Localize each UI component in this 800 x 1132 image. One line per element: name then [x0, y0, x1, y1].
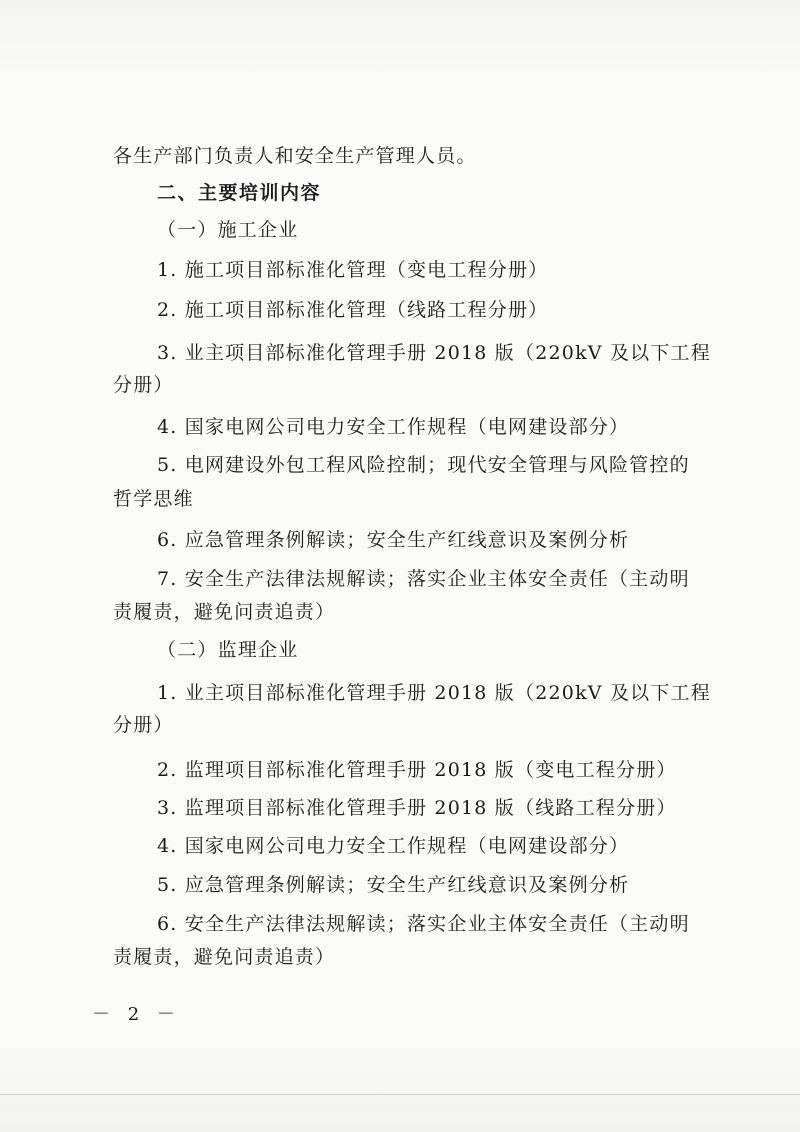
construction-item-6: 6. 应急管理条例解读；安全生产红线意识及案例分析 [157, 529, 630, 551]
intro-line: 各生产部门负责人和安全生产管理人员。 [113, 145, 477, 167]
page-number: － 2 － [92, 1004, 181, 1025]
subsection-heading-supervision: （二）监理企业 [157, 639, 299, 661]
supervision-item-6-cont: 责履责，避免问责追责） [113, 946, 336, 968]
construction-item-3: 3. 业主项目部标准化管理手册 2018 版（220kV 及以下工程 [157, 342, 711, 364]
supervision-item-1-cont: 分册） [113, 714, 174, 736]
construction-item-7-cont: 责履责，避免问责追责） [113, 601, 336, 623]
construction-item-5: 5. 电网建设外包工程风险控制；现代安全管理与风险管控的 [157, 454, 690, 476]
supervision-item-5: 5. 应急管理条例解读；安全生产红线意识及案例分析 [157, 874, 630, 896]
construction-item-4: 4. 国家电网公司电力安全工作规程（电网建设部分） [157, 416, 630, 438]
supervision-item-3: 3. 监理项目部标准化管理手册 2018 版（线路工程分册） [157, 797, 677, 819]
construction-item-5-cont: 哲学思维 [113, 488, 194, 510]
supervision-item-2: 2. 监理项目部标准化管理手册 2018 版（变电工程分册） [157, 759, 677, 781]
construction-item-7: 7. 安全生产法律法规解读；落实企业主体安全责任（主动明 [157, 568, 690, 590]
supervision-item-1: 1. 业主项目部标准化管理手册 2018 版（220kV 及以下工程 [157, 682, 711, 704]
supervision-item-4: 4. 国家电网公司电力安全工作规程（电网建设部分） [157, 835, 630, 857]
construction-item-2: 2. 施工项目部标准化管理（线路工程分册） [157, 299, 549, 321]
scan-edge-divider [0, 1094, 800, 1095]
subsection-heading-construction: （一）施工企业 [157, 219, 299, 241]
supervision-item-6: 6. 安全生产法律法规解读；落实企业主体安全责任（主动明 [157, 913, 690, 935]
construction-item-1: 1. 施工项目部标准化管理（变电工程分册） [157, 259, 549, 281]
section-heading: 二、主要培训内容 [157, 182, 322, 204]
construction-item-3-cont: 分册） [113, 374, 174, 396]
